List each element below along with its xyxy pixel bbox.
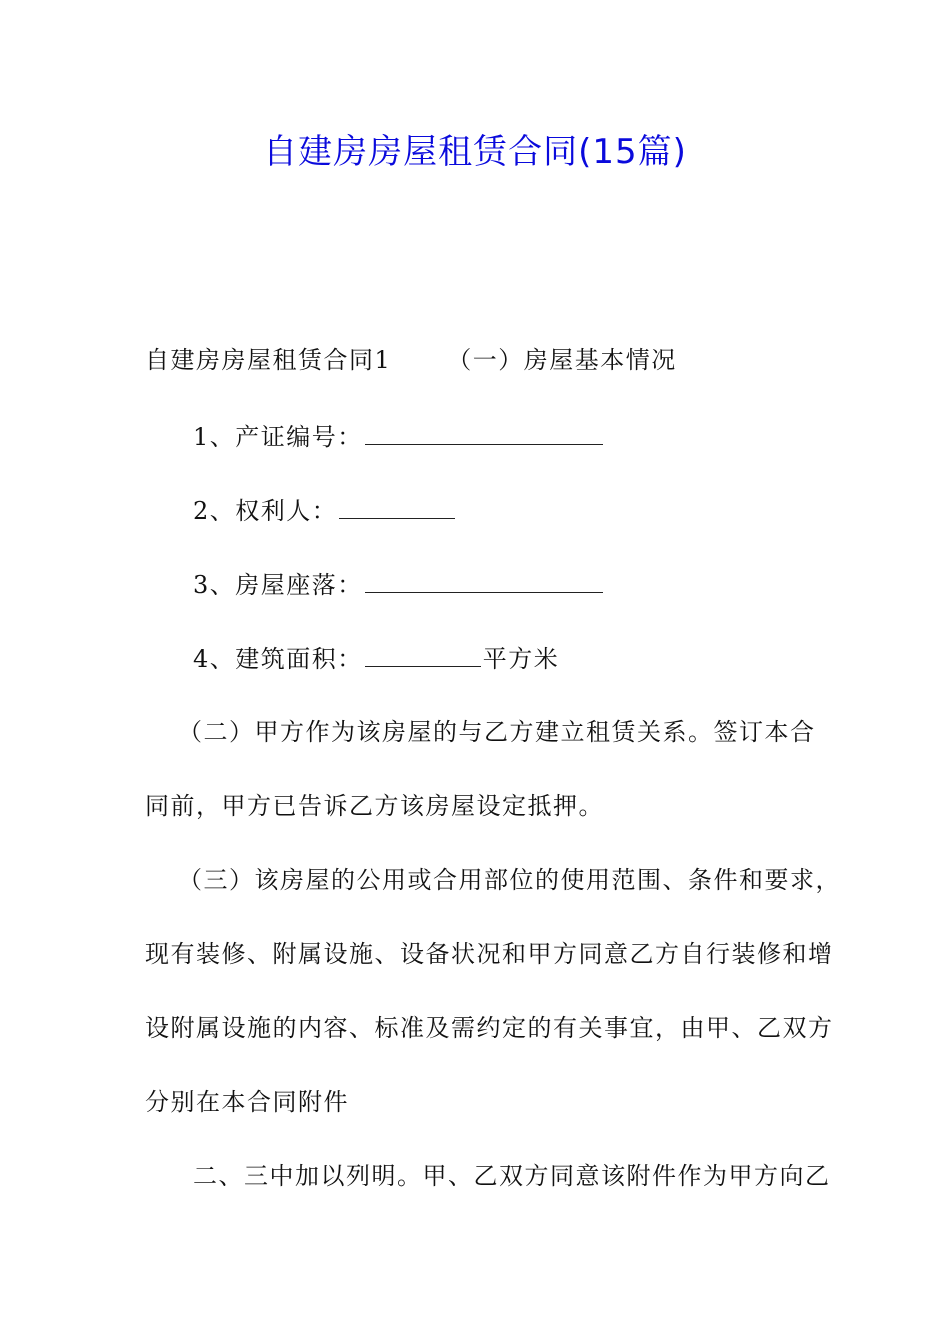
item-label: 2、权利人：: [193, 497, 338, 525]
paragraph-line: 设附属设施的内容、标准及需约定的有关事宜，由甲、乙双方: [145, 1014, 834, 1042]
item-unit: 平方米: [482, 645, 560, 673]
section-heading: （一）房屋基本情况: [447, 346, 677, 374]
item-label: 3、房屋座落：: [193, 571, 363, 599]
blank-line: [365, 420, 603, 445]
paragraph-line: 二、三中加以列明。甲、乙双方同意该附件作为甲方向乙: [193, 1162, 831, 1190]
paragraph-line: 现有装修、附属设施、设备状况和甲方同意乙方自行装修和增: [145, 940, 834, 968]
paragraph-line: 同前，甲方已告诉乙方该房屋设定抵押。: [145, 792, 604, 820]
paragraph-line: 分别在本合同附件: [145, 1088, 349, 1116]
paragraph-line: （二）甲方作为该房屋的与乙方建立租赁关系。签订本合: [178, 718, 816, 746]
document-title: 自建房房屋租赁合同(15篇): [263, 132, 687, 172]
item-right-holder: [193, 494, 457, 527]
contract-heading: 自建房房屋租赁合同1: [145, 346, 392, 374]
section-heading-line: [145, 344, 677, 376]
item-label: 1、产证编号：: [193, 423, 363, 451]
item-certificate-number: [193, 420, 605, 453]
blank-line: [365, 642, 481, 667]
blank-line: [339, 494, 455, 519]
item-house-location: [193, 568, 605, 601]
item-label: 4、建筑面积：: [193, 645, 363, 673]
paragraph-line: （三）该房屋的公用或合用部位的使用范围、条件和要求，: [178, 866, 841, 894]
item-building-area: [193, 642, 559, 675]
blank-line: [365, 568, 603, 593]
